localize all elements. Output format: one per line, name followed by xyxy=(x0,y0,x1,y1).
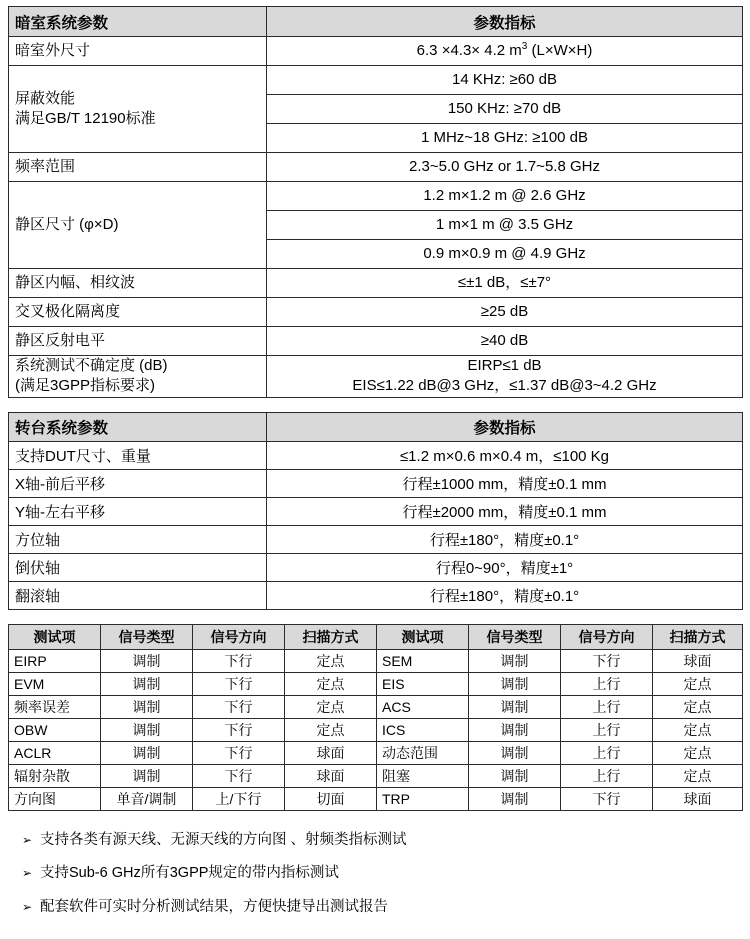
row-label-y-axis: Y轴-左右平移 xyxy=(9,497,267,525)
cell-test-item: EIS xyxy=(377,672,469,695)
outer-size-tail: (L×W×H) xyxy=(527,42,593,60)
cell-signal-direction: 下行 xyxy=(193,718,285,741)
table-row xyxy=(9,741,743,764)
cell-scan-mode: 定点 xyxy=(285,649,377,672)
cell-signal-direction: 下行 xyxy=(193,741,285,764)
cell-test-item: EVM xyxy=(9,672,101,695)
table-row xyxy=(9,581,743,609)
table-row xyxy=(9,497,743,525)
arrow-bullet-icon: ➢ xyxy=(22,832,33,847)
chamber-param-header: 暗室系统参数 xyxy=(9,7,267,37)
cell-signal-direction: 下行 xyxy=(193,695,285,718)
row-value-ripple: ≤±1 dB，≤±7° xyxy=(267,269,743,298)
shielding-label-line2: 满足GB/T 12190标准 xyxy=(15,110,156,127)
table-row xyxy=(9,66,743,95)
table-row xyxy=(9,182,743,211)
table-row xyxy=(9,672,743,695)
row-value-azimuth-axis: 行程±180°，精度±0.1° xyxy=(267,525,743,553)
cell-signal-type: 调制 xyxy=(101,695,193,718)
cell-scan-mode: 球面 xyxy=(653,787,743,810)
cell-scan-mode: 定点 xyxy=(653,718,743,741)
row-label-xpol-isolation: 交叉极化隔离度 xyxy=(9,298,267,327)
row-label-quiet-zone-size: 静区尺寸 (φ×D) xyxy=(9,182,267,269)
table-row xyxy=(9,695,743,718)
uncertainty-label-line1: 系统测试不确定度 (dB) xyxy=(15,357,168,374)
cell-signal-type: 调制 xyxy=(469,718,561,741)
cell-signal-type: 调制 xyxy=(469,787,561,810)
list-item-label: 支持Sub-6 GHz所有3GPP规定的带内指标测试 xyxy=(40,865,339,882)
row-label-shielding xyxy=(9,66,267,153)
row-label-reflection-level: 静区反射电平 xyxy=(9,327,267,356)
turntable-spec-header: 参数指标 xyxy=(267,412,743,441)
cell-signal-direction: 下行 xyxy=(561,649,653,672)
row-value-roll-axis: 行程±180°，精度±0.1° xyxy=(267,581,743,609)
cell-signal-type: 调制 xyxy=(469,741,561,764)
row-label-ripple: 静区内幅、相纹波 xyxy=(9,269,267,298)
row-value-frequency-range: 2.3~5.0 GHz or 1.7~5.8 GHz xyxy=(267,153,743,182)
col-header-signal-type-1: 信号类型 xyxy=(101,624,193,649)
table-row xyxy=(9,553,743,581)
cell-scan-mode: 定点 xyxy=(653,741,743,764)
arrow-bullet-icon: ➢ xyxy=(22,899,33,914)
cell-signal-type: 单音/调制 xyxy=(101,787,193,810)
cell-scan-mode: 球面 xyxy=(653,649,743,672)
table-row xyxy=(9,298,743,327)
cell-signal-direction: 下行 xyxy=(193,764,285,787)
row-label-uncertainty xyxy=(9,356,267,398)
cell-signal-type: 调制 xyxy=(101,764,193,787)
list-item xyxy=(22,831,742,851)
table-row xyxy=(9,469,743,497)
col-header-signal-type-2: 信号类型 xyxy=(469,624,561,649)
row-label-dut-size: 支持DUT尺寸、重量 xyxy=(9,441,267,469)
table-row xyxy=(9,764,743,787)
cell-test-item: ACS xyxy=(377,695,469,718)
table-header-row xyxy=(9,624,743,649)
cell-scan-mode: 定点 xyxy=(285,672,377,695)
test-items-table xyxy=(8,624,743,811)
cell-signal-direction: 上行 xyxy=(561,718,653,741)
col-header-signal-direction-2: 信号方向 xyxy=(561,624,653,649)
cell-signal-type: 调制 xyxy=(469,764,561,787)
cell-signal-type: 调制 xyxy=(101,718,193,741)
cell-test-item: TRP xyxy=(377,787,469,810)
cell-scan-mode: 球面 xyxy=(285,741,377,764)
row-value-shielding-1: 14 KHz: ≥60 dB xyxy=(267,66,743,95)
cell-signal-direction: 下行 xyxy=(193,672,285,695)
cell-signal-direction: 上行 xyxy=(561,695,653,718)
row-value-quiet-zone-3: 0.9 m×0.9 m @ 4.9 GHz xyxy=(267,240,743,269)
row-value-uncertainty xyxy=(267,356,743,398)
cell-test-item: ACLR xyxy=(9,741,101,764)
table-row xyxy=(9,718,743,741)
cell-signal-direction: 下行 xyxy=(193,649,285,672)
uncertainty-label-line2: (满足3GPP指标要求) xyxy=(15,377,156,395)
row-value-outer-size xyxy=(267,37,743,66)
cell-test-item: 辐射杂散 xyxy=(9,764,101,787)
row-label-roll-axis: 翻滚轴 xyxy=(9,581,267,609)
col-header-scan-mode-2: 扫描方式 xyxy=(653,624,743,649)
row-value-dut-size: ≤1.2 m×0.6 m×0.4 m，≤100 Kg xyxy=(267,441,743,469)
table-row xyxy=(9,525,743,553)
list-item xyxy=(22,898,742,918)
table-row xyxy=(9,37,743,66)
cell-test-item: 阻塞 xyxy=(377,764,469,787)
cell-signal-type: 调制 xyxy=(101,649,193,672)
outer-size-exponent: 3 xyxy=(521,41,528,53)
col-header-signal-direction-1: 信号方向 xyxy=(193,624,285,649)
table-row xyxy=(9,649,743,672)
list-item-label: 支持各类有源天线、无源天线的方向图 、射频类指标测试 xyxy=(40,831,407,848)
row-value-shielding-3: 1 MHz~18 GHz: ≥100 dB xyxy=(267,124,743,153)
cell-scan-mode: 球面 xyxy=(285,764,377,787)
row-value-quiet-zone-2: 1 m×1 m @ 3.5 GHz xyxy=(267,211,743,240)
shielding-label-line1: 屏蔽效能 xyxy=(15,89,76,107)
table-row xyxy=(9,441,743,469)
row-value-xpol-isolation: ≥25 dB xyxy=(267,298,743,327)
arrow-bullet-icon: ➢ xyxy=(22,866,33,881)
row-label-azimuth-axis: 方位轴 xyxy=(9,525,267,553)
cell-test-item: 频率误差 xyxy=(9,695,101,718)
cell-signal-direction: 上行 xyxy=(561,741,653,764)
cell-scan-mode: 定点 xyxy=(653,672,743,695)
list-item xyxy=(22,864,742,884)
table-header-row xyxy=(9,412,743,441)
cell-signal-type: 调制 xyxy=(469,672,561,695)
col-header-test-item-2: 测试项 xyxy=(377,624,469,649)
table-row xyxy=(9,153,743,182)
cell-signal-type: 调制 xyxy=(469,649,561,672)
cell-test-item: EIRP xyxy=(9,649,101,672)
list-item-label: 配套软件可实时分析测试结果，方便快捷导出测试报告 xyxy=(40,898,388,915)
row-value-quiet-zone-1: 1.2 m×1.2 m @ 2.6 GHz xyxy=(267,182,743,211)
feature-bullet-list xyxy=(8,831,742,918)
cell-test-item: 动态范围 xyxy=(377,741,469,764)
table-row xyxy=(9,327,743,356)
chamber-spec-header: 参数指标 xyxy=(267,7,743,37)
uncertainty-value-line1: EIRP≤1 dB xyxy=(467,357,542,374)
row-value-reflection-level: ≥40 dB xyxy=(267,327,743,356)
table-row xyxy=(9,787,743,810)
cell-signal-direction: 上/下行 xyxy=(193,787,285,810)
cell-scan-mode: 定点 xyxy=(285,695,377,718)
outer-size-value: 6.3 ×4.3× 4.2 m xyxy=(416,42,522,60)
cell-test-item: 方向图 xyxy=(9,787,101,810)
cell-signal-type: 调制 xyxy=(101,672,193,695)
cell-scan-mode: 定点 xyxy=(285,718,377,741)
cell-signal-direction: 下行 xyxy=(561,787,653,810)
table-row xyxy=(9,269,743,298)
col-header-test-item-1: 测试项 xyxy=(9,624,101,649)
cell-signal-direction: 上行 xyxy=(561,672,653,695)
row-value-tilt-axis: 行程0~90°，精度±1° xyxy=(267,553,743,581)
cell-test-item: SEM xyxy=(377,649,469,672)
row-label-frequency-range: 频率范围 xyxy=(9,153,267,182)
cell-scan-mode: 切面 xyxy=(285,787,377,810)
col-header-scan-mode-1: 扫描方式 xyxy=(285,624,377,649)
row-label-tilt-axis: 倒伏轴 xyxy=(9,553,267,581)
row-value-y-axis: 行程±2000 mm，精度±0.1 mm xyxy=(267,497,743,525)
cell-scan-mode: 定点 xyxy=(653,764,743,787)
cell-test-item: OBW xyxy=(9,718,101,741)
cell-scan-mode: 定点 xyxy=(653,695,743,718)
cell-test-item: ICS xyxy=(377,718,469,741)
turntable-spec-table xyxy=(8,412,743,610)
cell-signal-type: 调制 xyxy=(469,695,561,718)
row-value-x-axis: 行程±1000 mm，精度±0.1 mm xyxy=(267,469,743,497)
row-label-x-axis: X轴-前后平移 xyxy=(9,469,267,497)
table-header-row xyxy=(9,7,743,37)
row-label-outer-size: 暗室外尺寸 xyxy=(9,37,267,66)
uncertainty-value-line2: EIS≤1.22 dB@3 GHz，≤1.37 dB@3~4.2 GHz xyxy=(352,377,657,395)
row-value-shielding-2: 150 KHz: ≥70 dB xyxy=(267,95,743,124)
chamber-spec-table xyxy=(8,6,743,398)
table-row xyxy=(9,356,743,398)
cell-signal-direction: 上行 xyxy=(561,764,653,787)
cell-signal-type: 调制 xyxy=(101,741,193,764)
turntable-param-header: 转台系统参数 xyxy=(9,412,267,441)
